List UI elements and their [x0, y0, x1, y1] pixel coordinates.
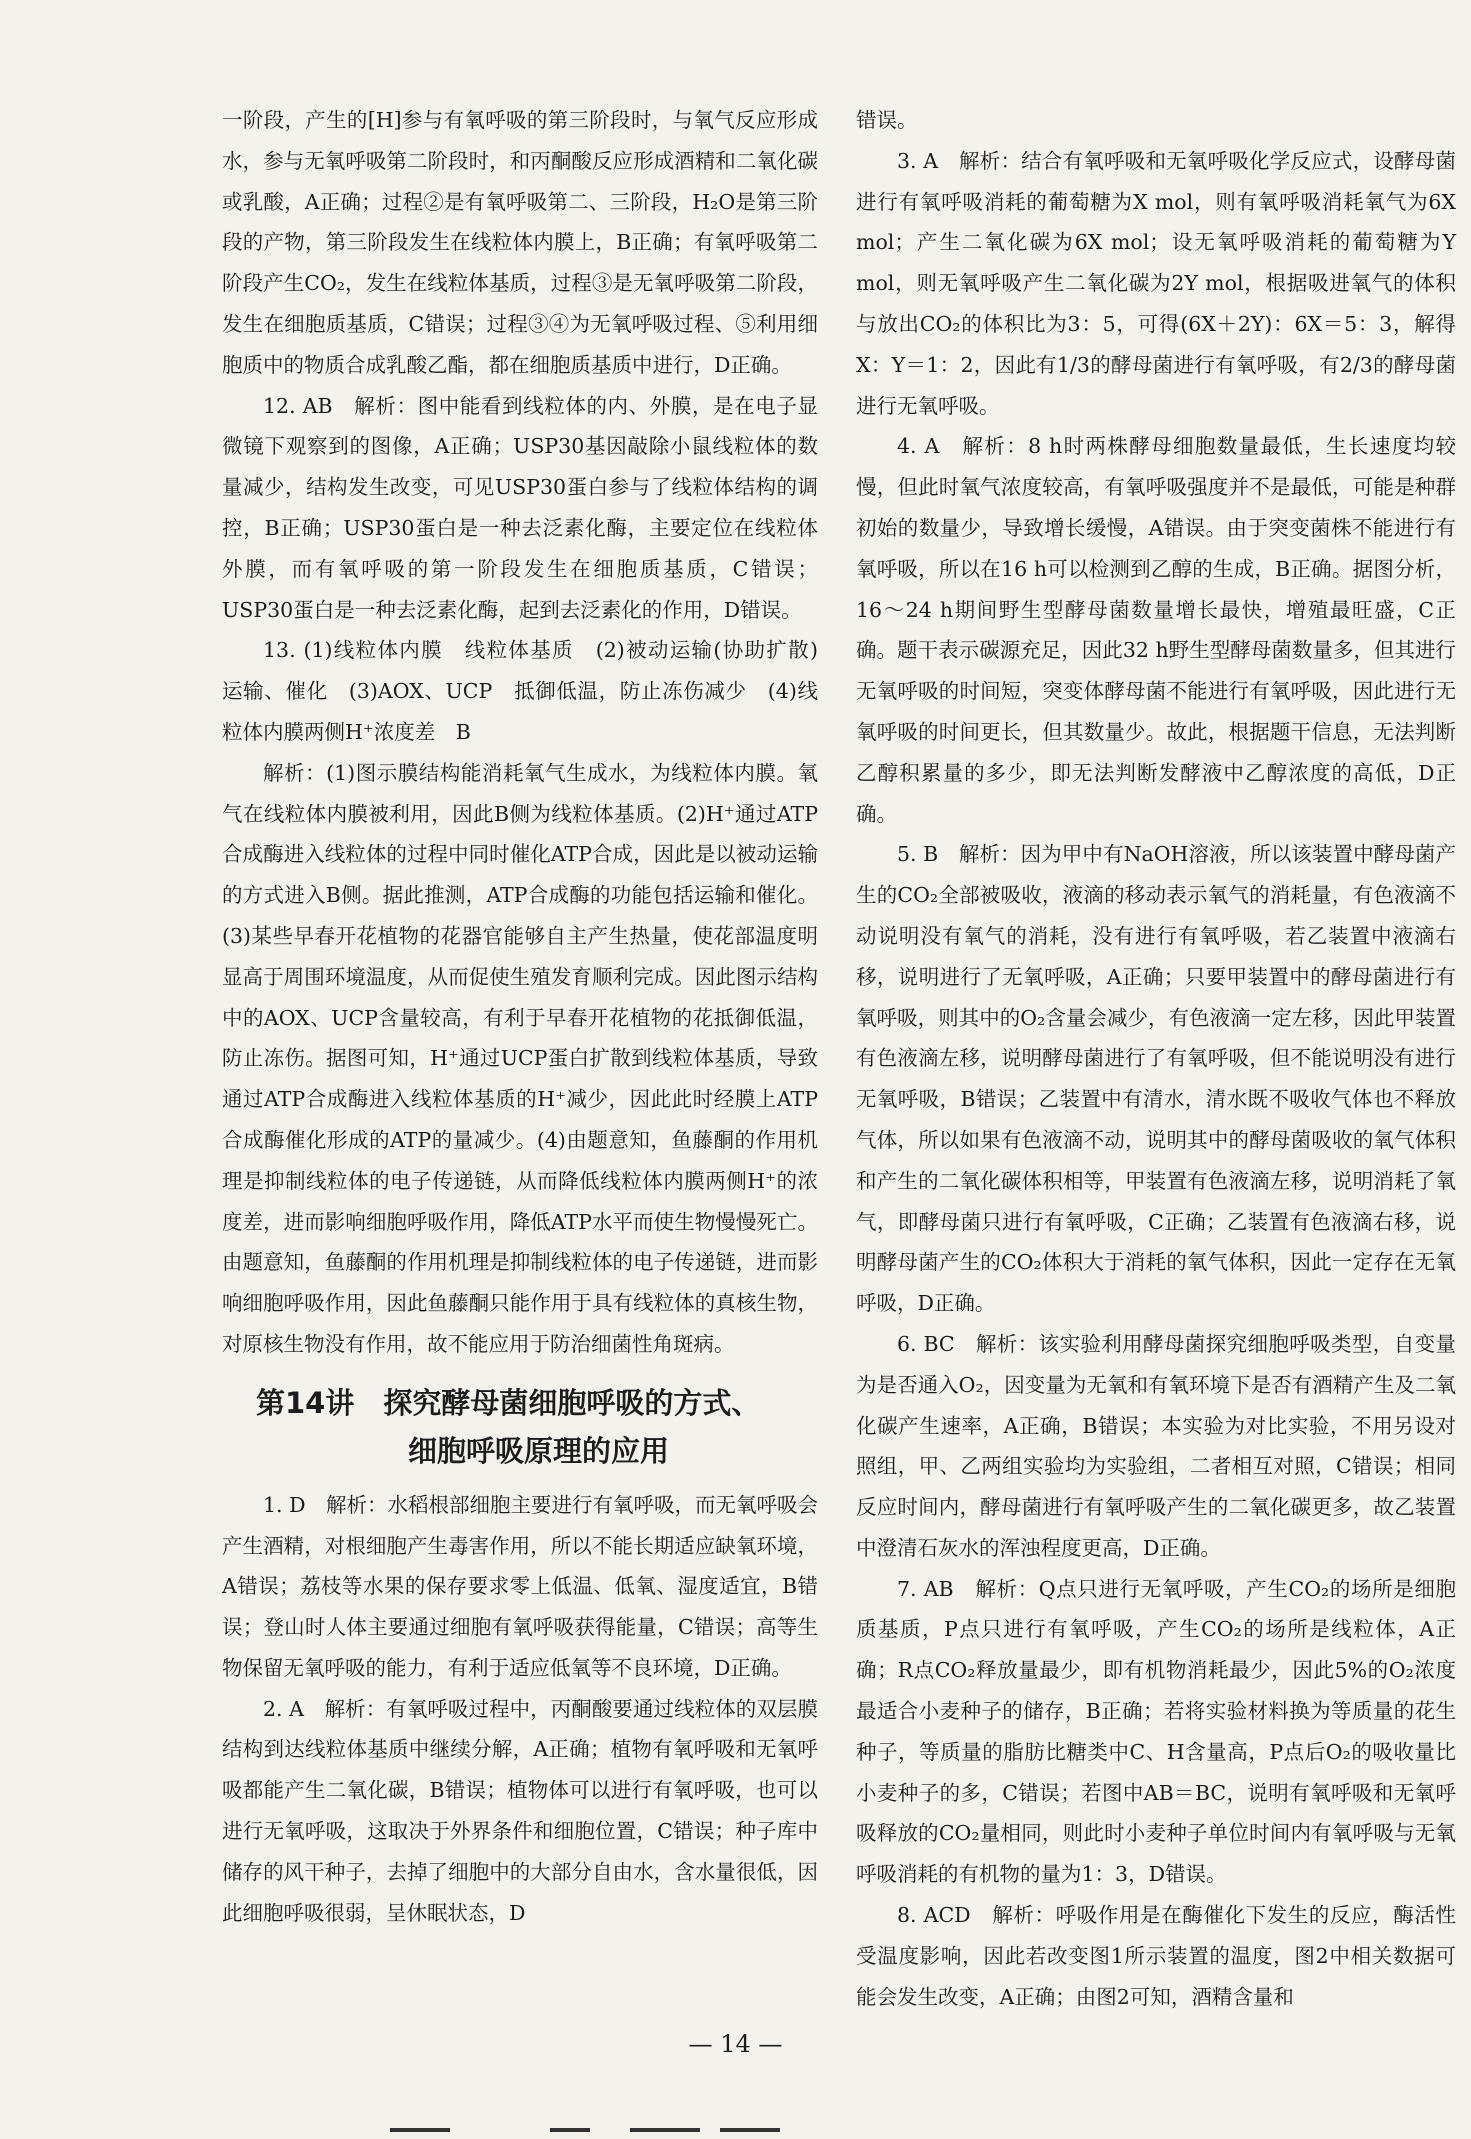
answer-5: 5. B 解析：因为甲中有NaOH溶液，所以该装置中酵母菌产生的CO₂全部被吸收，液滴的移动表示氧气的消耗量，有色液滴不动说明没有氧气的消耗，没有进行有氧呼吸，若乙装置中液滴右移，说明进行了无氧呼吸，A正确；只要甲装置中的酵母菌进行有氧呼吸，则其中的O₂含量会减少，有色液滴一定左移，因此甲装置有色液滴左移，说明酵母菌进行了有氧呼吸，但不能说明没有进行无氧呼吸，B错误；乙装置中有清水，清水既不吸收气体也不释放气体，所以如果有色液滴不动，说明其中的酵母菌吸收的氧气体积和产生的二氧化碳体积相等，甲装置有色液滴左移，说明消耗了氧气，即酵母菌只进行有氧呼吸，C正确；乙装置有色液滴右移，说明酵母菌产生的CO₂体积大于消耗的氧气体积，因此一定存在无氧呼吸，D正确。 — [856, 842, 1456, 1316]
answer-12: 12. AB 解析：图中能看到线粒体的内、外膜，是在电子显微镜下观察到的图像，A正确；USP30基因敲除小鼠线粒体的数量减少，结构发生改变，可见USP30蛋白参与了线粒体结构的调控，B正确；USP30蛋白是一种去泛素化酶，主要定位在线粒体外膜，而有氧呼吸的第一阶段发生在细胞质基质，C错误；USP30蛋白是一种去泛素化酶，起到去泛素化的作用，D错误。 — [222, 393, 818, 622]
answer-2: 2. A 解析：有氧呼吸过程中，丙酮酸要通过线粒体的双层膜结构到达线粒体基质中继续分解，A正确；植物有氧呼吸和无氧呼吸都能产生二氧化碳，B错误；植物体可以进行有氧呼吸，也可以进行无氧呼吸，这取决于外界条件和细胞位置，C错误；种子库中储存的风干种子，去掉了细胞中的大部分自由水，含水量很低，因此细胞呼吸很弱，呈休眠状态，D — [222, 1696, 818, 1925]
answer-7: 7. AB 解析：Q点只进行无氧呼吸，产生CO₂的场所是细胞质基质，P点只进行有氧呼吸，产生CO₂的场所是线粒体，A正确；R点CO₂释放量最少，即有机物消耗最少，因此5%的O₂浓度最适合小麦种子的储存，B正确；若将实验材料换为等质量的花生种子，等质量的脂肪比糖类中C、H含量高，P点后O₂的吸收量比小麦种子的多，C错误；若图中AB＝BC，说明有氧呼吸和无氧呼吸释放的CO₂量相同，则此时小麦种子单位时间内有氧呼吸与无氧呼吸消耗的有机物的量为1：3，D错误。 — [856, 1576, 1456, 1887]
answer-11-continued: 一阶段，产生的[H]参与有氧呼吸的第三阶段时，与氧气反应形成水，参与无氧呼吸第二阶段时，和丙酮酸反应形成酒精和二氧化碳或乳酸，A正确；过程②是有氧呼吸第二、三阶段，H₂O是第三阶段的产物，第三阶段发生在线粒体内膜上，B正确；有氧呼吸第二阶段产生CO₂，发生在线粒体基质，过程③是无氧呼吸第二阶段，发生在细胞质基质，C错误；过程③④为无氧呼吸过程、⑤利用细胞质中的物质合成乳酸乙酯，都在细胞质基质中进行，D正确。 — [222, 108, 818, 377]
section-heading — [256, 1379, 818, 1475]
edge-mark — [720, 2128, 780, 2132]
edge-mark — [390, 2128, 450, 2132]
bottom-edge-marks — [390, 2122, 810, 2139]
answer-2-continued: 错误。 — [856, 108, 918, 132]
answer-13: 13. (1)线粒体内膜 线粒体基质 (2)被动运输(协助扩散) 运输、催化 (3)AOX、UCP 抵御低温，防止冻伤减少 (4)线粒体内膜两侧H⁺浓度差 B — [222, 638, 839, 744]
answer-3: 3. A 解析：结合有氧呼吸和无氧呼吸化学反应式，设酵母菌进行有氧呼吸消耗的葡萄糖为X mol，则有氧呼吸消耗氧气为6X mol；产生二氧化碳为6X mol；设无氧呼吸消耗的葡萄糖为Y mol，则无氧呼吸产生二氧化碳为2Y mol，根据吸进氧气的体积与放出CO₂的体积比为3：5，可得(6X＋2Y)：6X＝5：3，解得X：Y＝1：2，因此有1/3的酵母菌进行有氧呼吸，有2/3的酵母菌进行无氧呼吸。 — [856, 148, 1456, 418]
page-number: — 14 — — [688, 2030, 783, 2058]
right-column — [856, 100, 1456, 2017]
answer-8: 8. ACD 解析：呼吸作用是在酶催化下发生的反应，酶活性受温度影响，因此若改变图1所示装置的温度，图2中相关数据可能会发生改变，A正确；由图2可知，酒精含量和 — [856, 1903, 1456, 2009]
section-heading-line1: 第14讲 探究酵母菌细胞呼吸的方式、 — [256, 1385, 761, 1420]
left-column — [222, 100, 839, 1933]
section-heading-line2: 细胞呼吸原理的应用 — [408, 1433, 670, 1468]
answer-6: 6. BC 解析：该实验利用酵母菌探究细胞呼吸类型，自变量为是否通入O₂，因变量为无氧和有氧环境下是否有酒精产生及二氧化碳产生速率，A正确，B错误；本实验为对比实验，不用另设对照组，甲、乙两组实验均为实验组，二者相互对照，C错误；相同反应时间内，酵母菌进行有氧呼吸产生的二氧化碳更多，故乙装置中澄清石灰水的浑浊程度更高，D正确。 — [856, 1331, 1456, 1560]
edge-mark — [550, 2128, 590, 2132]
answer-13-analysis: 解析：(1)图示膜结构能消耗氧气生成水，为线粒体内膜。氧气在线粒体内膜被利用，因此B侧为线粒体基质。(2)H⁺通过ATP合成酶进入线粒体的过程中同时催化ATP合成，因此是以被动运输的方式进入B侧。据此推测，ATP合成酶的功能包括运输和催化。(3)某些早春开花植物的花器官能够自主产生热量，使花部温度明显高于周围环境温度，从而促使生殖发育顺利完成。因此图示结构中的AOX、UCP含量较高，有利于早春开花植物的花抵御低温，防止冻伤。据图可知，H⁺通过UCP蛋白扩散到线粒体基质，导致通过ATP合成酶进入线粒体基质的H⁺减少，因此此时经膜上ATP合成酶催化形成的ATP的量减少。(4)由题意知，鱼藤酮的作用机理是抑制线粒体的电子传递链，从而降低线粒体内膜两侧H⁺的浓度差，进而影响细胞呼吸作用，降低ATP水平而使生物慢慢死亡。由题意知，鱼藤酮的作用机理是抑制线粒体的电子传递链，进而影响细胞呼吸作用，因此鱼藤酮只能作用于具有线粒体的真核生物，对原核生物没有作用，故不能应用于防治细菌性角斑病。 — [222, 760, 818, 1356]
answer-4: 4. A 解析：8 h时两株酵母细胞数量最低，生长速度均较慢，但此时氧气浓度较高，有氧呼吸强度并不是最低，可能是种群初始的数量少，导致增长缓慢，A错误。由于突变菌株不能进行有氧呼吸，所以在16 h可以检测到乙醇的生成，B正确。据图分析，16～24 h期间野生型酵母菌数量增长最快，增殖最旺盛，C正确。题干表示碳源充足，因此32 h野生型酵母菌数量多，但其进行无氧呼吸的时间短，突变体酵母菌不能进行有氧呼吸，因此进行无氧呼吸的时间更长，但其数量少。故此，根据题干信息，无法判断乙醇积累量的多少，即无法判断发酵液中乙醇浓度的高低，D正确。 — [856, 434, 1456, 826]
answer-1: 1. D 解析：水稻根部细胞主要进行有氧呼吸，而无氧呼吸会产生酒精，对根细胞产生毒害作用，所以不能长期适应缺氧环境，A错误；荔枝等水果的保存要求零上低温、低氧、湿度适宜，B错误；登山时人体主要通过细胞有氧呼吸获得能量，C错误；高等生物保留无氧呼吸的能力，有利于适应低氧等不良环境，D正确。 — [222, 1492, 819, 1680]
edge-mark — [630, 2128, 700, 2132]
